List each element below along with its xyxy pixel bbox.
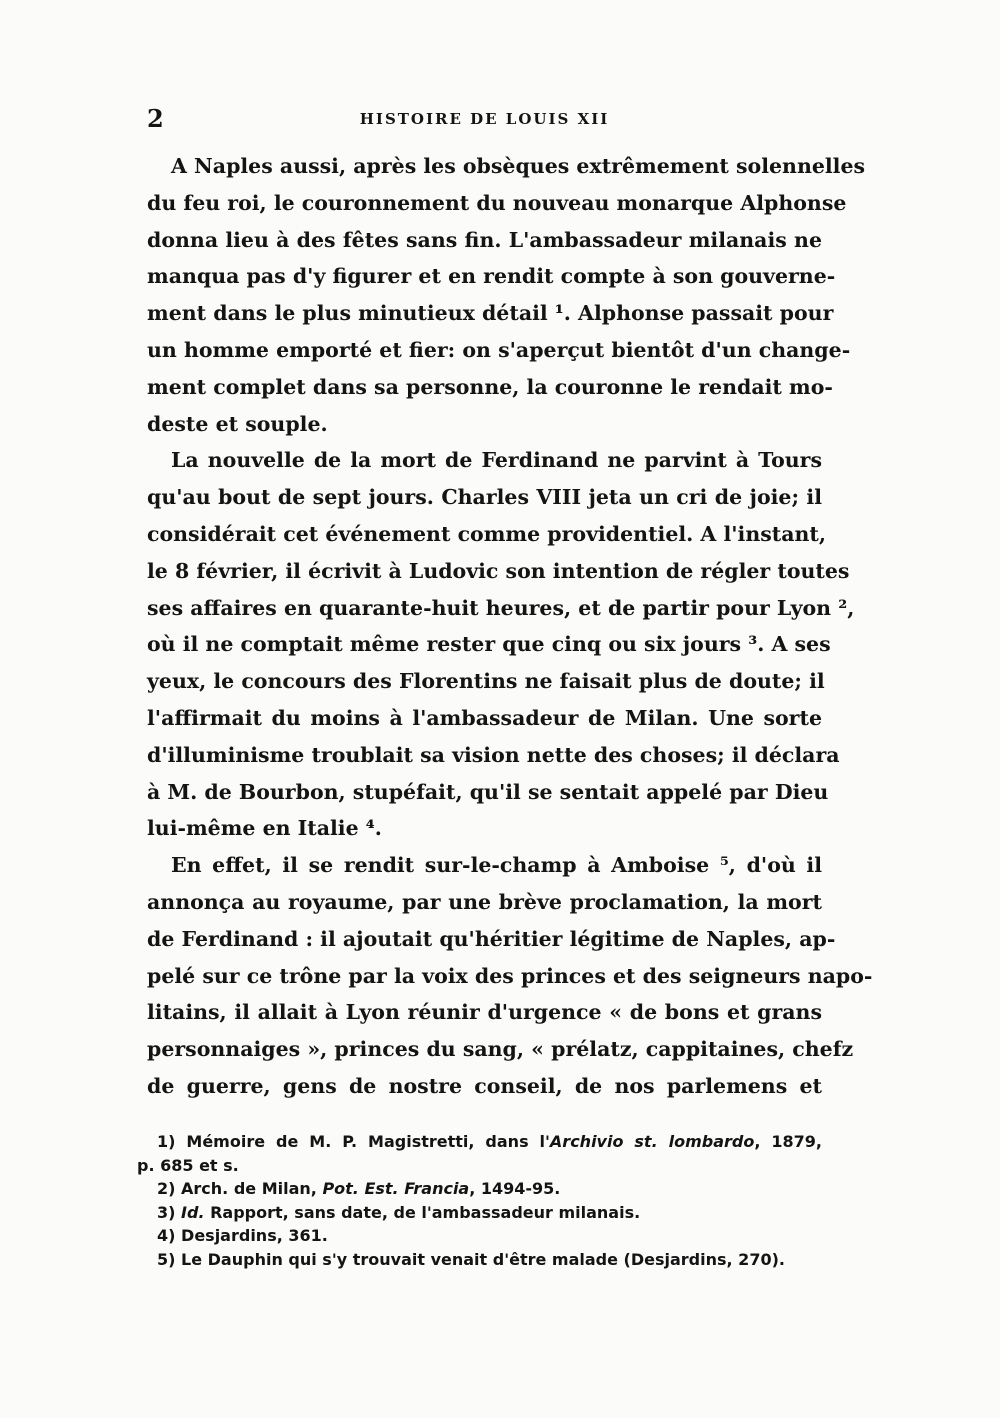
- text-line: d'illuminisme troublait sa vision nette des choses; il déclara: [147, 742, 840, 767]
- text-line: le 8 février, il écrivit à Ludovic son intention de régler toutes: [147, 558, 850, 583]
- text-line: du feu roi, le couronnement du nouveau monarque Alphonse: [147, 190, 847, 215]
- text-line: où il ne comptait même rester que cinq ou six jours ³. A ses: [147, 632, 831, 657]
- footnote-3: [137, 1201, 822, 1225]
- footnote-italic: Id.: [181, 1202, 205, 1222]
- footnote-number: 3): [157, 1202, 176, 1222]
- text-line: ment complet dans sa personne, la couronne le rendait mo-: [147, 374, 833, 399]
- text-line: ses affaires en quarante-huit heures, et de partir pour Lyon ²,: [147, 595, 855, 620]
- footnote-1: [137, 1130, 822, 1154]
- footnote-text: , 1879,: [754, 1132, 822, 1151]
- footnote-number: 1): [157, 1132, 176, 1151]
- footnote-text: Arch. de Milan,: [181, 1179, 323, 1198]
- text-line: de guerre, gens de nostre conseil, de nos parlemens et: [147, 1073, 822, 1098]
- footnote-text: Desjardins, 361.: [181, 1226, 328, 1245]
- page-header: [147, 104, 822, 134]
- body-text: [147, 148, 873, 1105]
- text-line: un homme emporté et fier: on s'aperçut bientôt d'un change-: [147, 337, 851, 362]
- text-line: ment dans le plus minutieux détail ¹. Alphonse passait pour: [147, 301, 834, 326]
- text-line: pelé sur ce trône par la voix des princes et des seigneurs napo-: [147, 963, 873, 988]
- footnotes: [137, 1130, 822, 1271]
- text-line: lui-même en Italie ⁴.: [147, 816, 382, 841]
- footnote-4: [137, 1224, 822, 1248]
- footnote-number: 4): [157, 1226, 176, 1245]
- footnote-number: 5): [157, 1249, 176, 1269]
- footnote-text: Rapport, sans date, de l'ambassadeur milanais.: [204, 1202, 641, 1222]
- footnote-italic: Pot. Est. Francia: [322, 1179, 470, 1198]
- text-line: En effet, il se rendit sur-le-champ à Amboise ⁵, d'où il: [171, 853, 822, 878]
- text-line: La nouvelle de la mort de Ferdinand ne parvint à Tours: [171, 448, 822, 473]
- text-line: l'affirmait du moins à l'ambassadeur de Milan. Une sorte: [147, 705, 822, 730]
- footnote-text: Mémoire de M. P. Magistretti, dans l': [186, 1132, 550, 1151]
- text-line: personnaiges », princes du sang, « prélatz, cappitaines, chefz: [147, 1037, 854, 1062]
- text-line: considérait cet événement comme providentiel. A l'instant,: [147, 521, 827, 546]
- text-line: annonça au royaume, par une brève proclamation, la mort: [147, 889, 822, 914]
- footnote-2: [137, 1177, 822, 1201]
- footnote-text: Le Dauphin qui s'y trouvait venait d'être malade (Desjardins, 270).: [181, 1249, 785, 1269]
- footnote-text: , 1494-95.: [469, 1179, 561, 1198]
- text-line: manqua pas d'y figurer et en rendit compte à son gouverne-: [147, 264, 836, 289]
- text-line: litains, il allait à Lyon réunir d'urgence « de bons et grans: [147, 1000, 822, 1025]
- footnote-1-continuation: p. 685 et s.: [137, 1155, 239, 1175]
- text-line: qu'au bout de sept jours. Charles VIII jeta un cri de joie; il: [147, 485, 822, 510]
- text-line: donna lieu à des fêtes sans fin. L'ambassadeur milanais ne: [147, 227, 822, 252]
- footnote-number: 2): [157, 1179, 176, 1198]
- text-line: yeux, le concours des Florentins ne faisait plus de doute; il: [147, 669, 825, 694]
- text-line: de Ferdinand : il ajoutait qu'héritier légitime de Naples, ap-: [147, 926, 836, 951]
- page-number: 2: [147, 104, 164, 133]
- footnote-5: [137, 1248, 822, 1272]
- text-line: A Naples aussi, après les obsèques extrêmement solennelles: [171, 154, 866, 178]
- footnote-italic: Archivio st. lombardo: [549, 1132, 755, 1151]
- running-head: HISTOIRE DE LOUIS XII: [359, 110, 610, 128]
- text-line: deste et souple.: [147, 411, 328, 436]
- text-line: à M. de Bourbon, stupéfait, qu'il se sentait appelé par Dieu: [147, 779, 829, 804]
